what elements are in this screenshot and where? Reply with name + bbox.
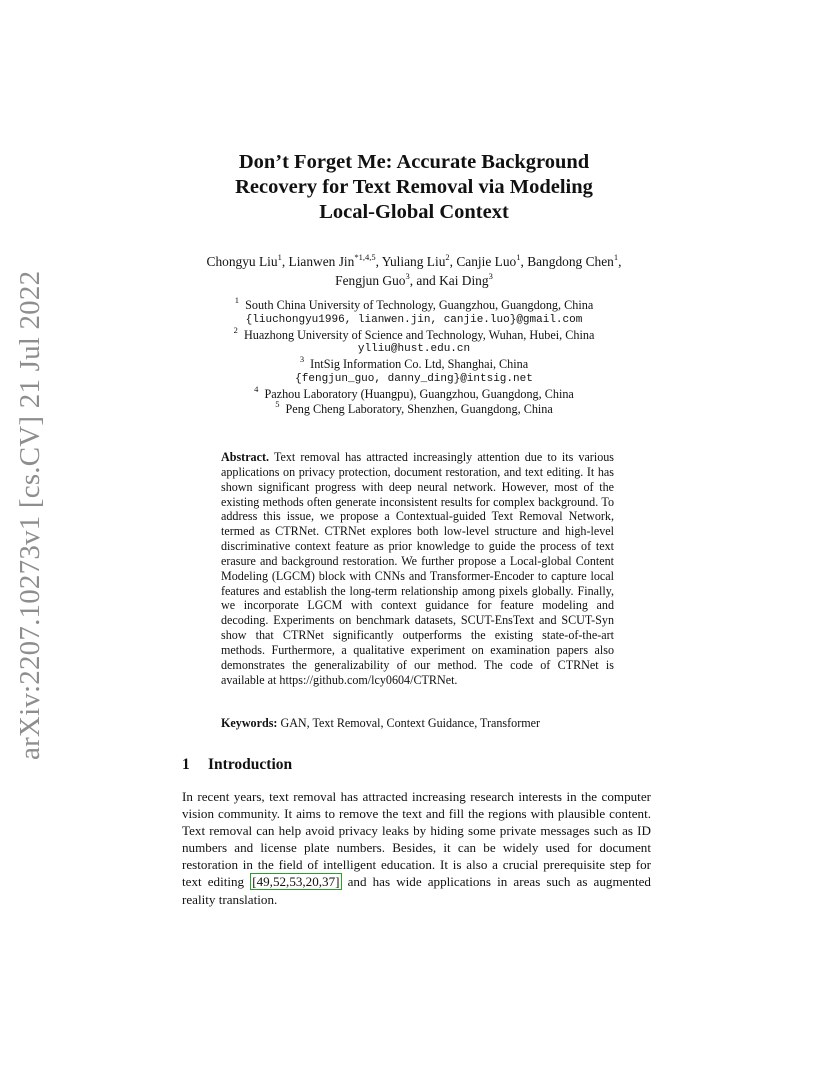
intro-text: In recent years, text removal has attracted increasing research interests in the computer vision community. It aims to remove the text and fill the regions with plausible content. Text removal can help avoid privacy leaks by hiding some private messages such as ID numbers and license plate numbers. Besides, it can be widely used for document restoration in the field of intelligent education. It is also a crucial prerequisite step for text editing xyxy=(182,789,651,890)
author-line: Chongyu Liu$^1$, Lianwen Jin$^{*1,4,5}$, Yuliang Liu$^2$, Canjie Luo$^1$, Bangdong Chen$^1$, xyxy=(206,252,622,269)
affil-name: IntSig Information Co. Ltd, Shanghai, China xyxy=(310,357,529,372)
affiliation-email: ylliu@hust.edu.cn xyxy=(357,343,471,356)
author-name: Canjie Luo xyxy=(456,254,517,269)
affiliation-line xyxy=(0,354,828,372)
author-name: Kai Ding xyxy=(439,273,489,288)
title-line: Don’t Forget Me: Accurate Background xyxy=(238,151,590,173)
affil-name: Huazhong University of Science and Technology, Wuhan, Hubei, China xyxy=(243,327,595,342)
intro-text: and has wide applications in areas such as augmented reality translation. xyxy=(182,874,651,907)
arxiv-identifier-stamp: arXiv:2207.10273v1 [cs.CV] 21 Jul 2022 xyxy=(14,270,46,760)
affiliation-list xyxy=(0,295,828,416)
author-name: Yuliang Liu xyxy=(381,254,446,269)
keywords-label: Keywords: xyxy=(221,716,278,730)
affil-number: 1 xyxy=(234,295,239,305)
keywords-text: GAN, Text Removal, Context Guidance, Transformer xyxy=(280,716,541,730)
affiliation-line xyxy=(0,383,828,402)
author-name: Fengjun Guo xyxy=(335,273,406,288)
author-list xyxy=(0,252,828,290)
title-line: Recovery for Text Removal via Modeling xyxy=(235,176,593,198)
author-affil-mark: 1 xyxy=(277,252,282,262)
affiliation-line xyxy=(0,295,828,313)
affil-name: South China University of Technology, Guangzhou, Guangdong, China xyxy=(245,298,594,312)
author-name: Bangdong Chen xyxy=(527,254,614,269)
abstract-block xyxy=(221,450,614,688)
affil-number: 4 xyxy=(254,383,259,394)
intro-paragraph xyxy=(182,788,651,908)
author-affil-mark: 3 xyxy=(488,271,493,281)
affiliation-line xyxy=(0,398,828,417)
affiliation-email: {liuchongyu1996, lianwen.jin, canjie.luo}@gmail.com xyxy=(245,313,583,326)
section-title: Introduction xyxy=(208,756,293,773)
title-line: Local-Global Context xyxy=(319,201,509,223)
abstract-label: Abstract. xyxy=(221,450,270,464)
author-affil-mark: 1 xyxy=(516,252,521,262)
affil-number: 3 xyxy=(299,354,305,365)
affiliation-email: {fengjun_guo, danny_ding}@intsig.net xyxy=(295,372,533,385)
keywords-block xyxy=(221,716,621,731)
author-affil-mark: *1,4,5 xyxy=(354,252,376,262)
section-number: 1 xyxy=(182,756,190,773)
affiliation-line xyxy=(0,324,828,343)
author-affil-mark: 1 xyxy=(613,252,619,262)
author-name: Chongyu Liu xyxy=(206,254,278,269)
affil-number: 2 xyxy=(233,324,238,335)
author-line: Fengjun Guo$^3$, and Kai Ding$^3$ xyxy=(335,271,493,288)
citation-link[interactable]: [49,52,53,20,37] xyxy=(252,874,340,890)
affil-number: 5 xyxy=(275,398,280,409)
section-heading xyxy=(182,756,292,774)
paper-title xyxy=(0,150,828,225)
affil-name: Pazhou Laboratory (Huangpu), Guangzhou, Guangdong, China xyxy=(264,386,574,401)
author-affil-mark: 3 xyxy=(405,271,410,281)
author-name: Lianwen Jin xyxy=(288,254,355,269)
affil-name: Peng Cheng Laboratory, Shenzhen, Guangdong, China xyxy=(285,401,553,416)
abstract-text: Text removal has attracted increasingly attention due to its various applications on privacy protection, document restoration, and text editing. It has shown significant progress with deep neural network. However, most of the existing methods often generate inconsistent results for complex background. To address this issue, we propose a Contextual-guided Text Removal Network, termed as CTRNet. CTRNet explores both low-level structure and high-level discriminative context feature as prior knowledge to guide the process of text erasure and background restoration. We further propose a Local-global Content Modeling (LGCM) block with CNNs and Transformer-Encoder to capture local features and establish the long-term relationship among pixels globally. Finally, we incorporate LGCM with context guidance for feature modeling and decoding. Experiments on benchmark datasets, SCUT-EnsText and SCUT-Syn show that CTRNet significantly outperforms the existing state-of-the-art methods. Furthermore, a qualitative experiment on examination papers also demonstrates the generalizability of our method. The code of CTRNet is available at https://github.com/lcy0604/CTRNet. xyxy=(221,450,614,687)
author-affil-mark: 2 xyxy=(445,252,450,262)
